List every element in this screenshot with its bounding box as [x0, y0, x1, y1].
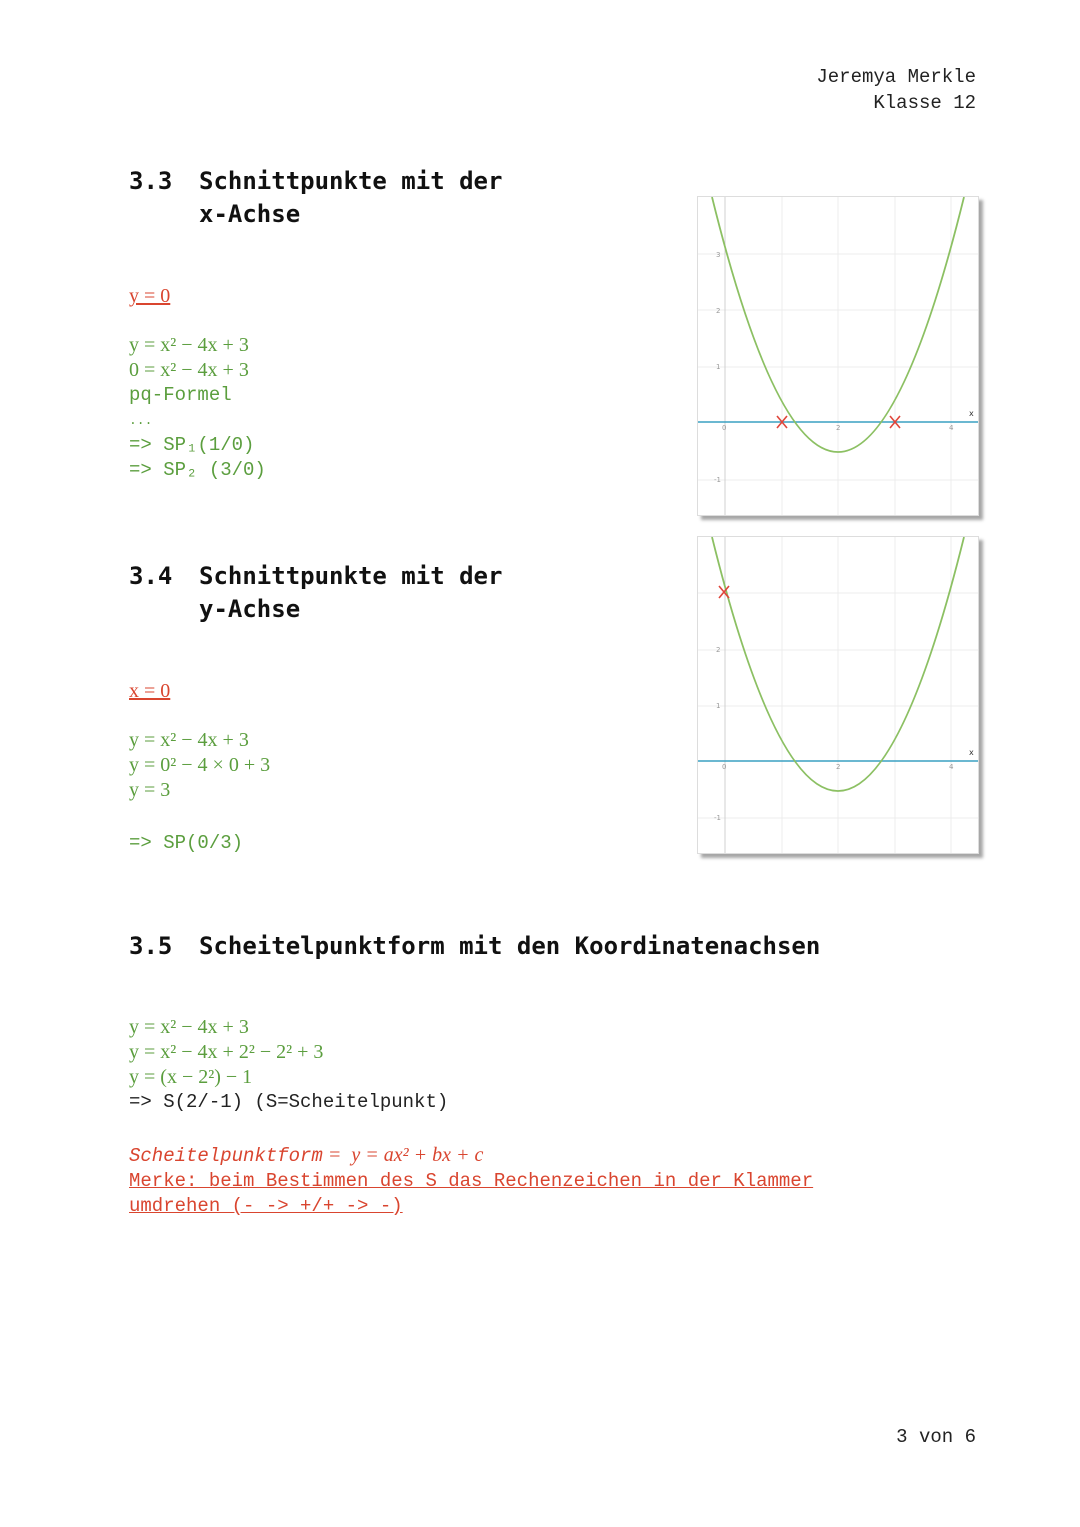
section-3-3-heading: [129, 165, 502, 231]
vertex-form-label: Scheitelpunktform: [129, 1145, 323, 1167]
grid-lines: [698, 197, 978, 515]
tick-label: 0: [722, 424, 727, 432]
equation: y = 3: [129, 779, 171, 801]
parabola-graph-x-intercepts: [697, 196, 979, 516]
section-number: 3.5: [129, 932, 173, 960]
tick-label: 2: [716, 646, 721, 654]
tick-label: -1: [714, 476, 721, 484]
section-title-line2: x-Achse: [199, 200, 301, 228]
graph-svg: [698, 197, 978, 515]
equation: 0 = x² − 4x + 3: [129, 359, 249, 381]
vertex-form-equation: = y = ax² + bx + c: [322, 1144, 484, 1166]
tick-label: 1: [716, 363, 721, 371]
vertex-result: => S(2/-1) (S=Scheitelpunkt): [129, 1091, 449, 1113]
class-label: Klasse 12: [873, 92, 976, 114]
y-intercept-point: => SP(0/3): [129, 832, 244, 854]
section-3-4-work: [129, 728, 270, 803]
x-axis-label: x: [969, 409, 974, 418]
tick-label: 4: [949, 763, 954, 771]
equation: y = (x − 2²) − 1: [129, 1066, 253, 1088]
condition-y0: y = 0: [129, 285, 171, 307]
note-line: Merke: beim Bestimmen des S das Rechenzeichen in der Klammer: [129, 1170, 814, 1192]
ellipsis: ...: [129, 413, 153, 428]
page-header: [816, 64, 976, 116]
section-3-5-heading: [129, 930, 820, 963]
tick-label: -1: [714, 814, 721, 822]
tick-label: 2: [716, 307, 721, 315]
grid-lines: [698, 537, 978, 853]
y-intercept-marker: [719, 586, 729, 598]
tick-label: 2: [836, 424, 841, 432]
condition-x0: x = 0: [129, 680, 171, 702]
section-3-3-work: [129, 333, 266, 483]
graph-svg: [698, 537, 978, 853]
tick-label: 0: [722, 763, 727, 771]
section-number: 3.4: [129, 562, 173, 590]
section-title-line2: y-Achse: [199, 595, 301, 623]
equation: y = x² − 4x + 3: [129, 729, 249, 751]
equation: y = x² − 4x + 3: [129, 334, 249, 356]
note-line: umdrehen (- -> +/+ -> -): [129, 1195, 403, 1217]
section-3-4-heading: [129, 560, 502, 626]
author-name: Jeremya Merkle: [816, 66, 976, 88]
equation: y = x² − 4x + 2² − 2² + 3: [129, 1041, 324, 1063]
section-title-line1: Schnittpunkte mit der: [199, 167, 503, 195]
vertex-form-note: [129, 1143, 813, 1219]
section-title: Scheitelpunktform mit den Koordinatenachsen: [199, 932, 821, 960]
equation: y = 0² − 4 × 0 + 3: [129, 754, 271, 776]
tick-label: 2: [836, 763, 841, 771]
tick-label: 3: [716, 251, 721, 259]
section-title-line1: Schnittpunkte mit der: [199, 562, 503, 590]
x-axis-label: x: [969, 748, 974, 757]
tick-label: 1: [716, 702, 721, 710]
tick-label: 4: [949, 424, 954, 432]
parabola-graph-y-intercept: [697, 536, 979, 854]
intersection-point-2: => SP₂ (3/0): [129, 459, 266, 481]
intersection-point-1: => SP₁(1/0): [129, 434, 255, 456]
section-3-5-work: [129, 1015, 448, 1115]
vertex-form-definition: [129, 1143, 813, 1169]
equation: y = x² − 4x + 3: [129, 1016, 249, 1038]
method-label: pq-Formel: [129, 384, 232, 406]
section-number: 3.3: [129, 167, 173, 195]
page-number: 3 von 6: [896, 1426, 976, 1448]
